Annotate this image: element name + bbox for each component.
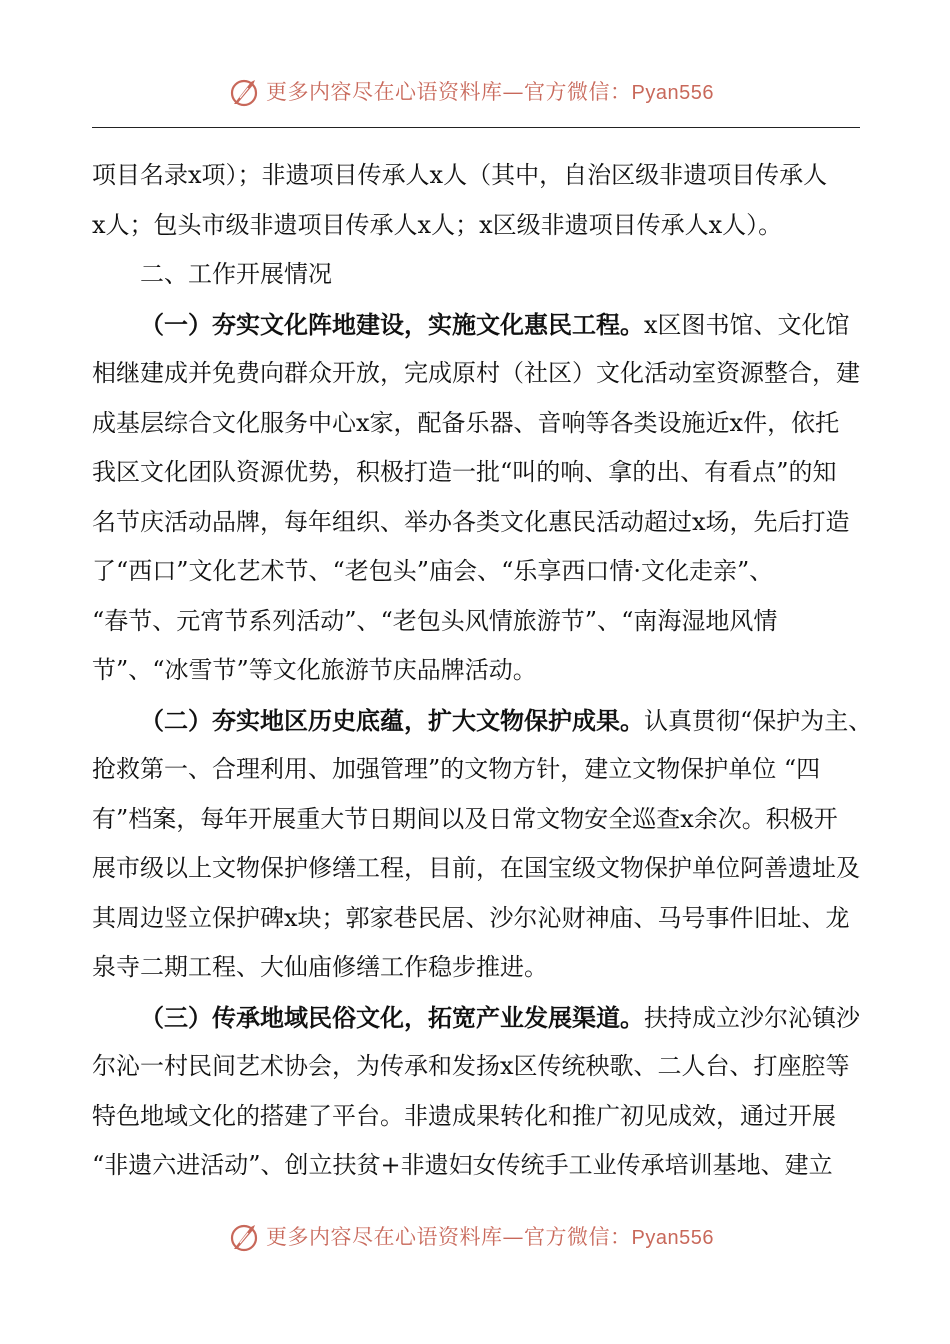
footer-banner-text bbox=[266, 1223, 714, 1252]
body-line: 了“西口”文化艺术节、“老包头”庙会、“乐享西口情·文化走亲”、 bbox=[92, 557, 774, 585]
header-divider bbox=[92, 127, 860, 128]
header-banner-text bbox=[266, 78, 714, 107]
body-line: 泉寺二期工程、大仙庙修缮工作稳步推进。 bbox=[92, 953, 548, 981]
header-watermark-banner bbox=[0, 70, 950, 114]
body-line: 特色地域文化的搭建了平台。非遗成果转化和推广初见成效，通过开展 bbox=[92, 1101, 836, 1130]
body-line: 尔沁一村民间艺术协会，为传承和发扬x区传统秧歌、二人台、打座腔等 bbox=[92, 1052, 850, 1080]
body-line: 相继建成并免费向群众开放，完成原村（社区）文化活动室资源整合，建 bbox=[92, 359, 860, 387]
header-banner-label: 更多内容尽在心语资料库—官方微信： bbox=[266, 80, 632, 104]
body-line: 其周边竖立保护碑x块；郭家巷民居、沙尔沁财神庙、马号事件旧址、龙 bbox=[92, 903, 850, 932]
header-banner-handle: Pyan556 bbox=[631, 82, 714, 104]
body-line: “非遗六进活动”、创立扶贫+非遗妇女传统手工业传承培训基地、建立 bbox=[92, 1151, 833, 1179]
body-line: 成基层综合文化服务中心x家，配备乐器、音响等各类设施近x件，依托 bbox=[92, 408, 840, 437]
feather-pen-logo-icon bbox=[226, 74, 262, 110]
body-line: 名节庆活动品牌，每年组织、举办各类文化惠民活动超过x场，先后打造 bbox=[92, 507, 850, 536]
body-line: 项目名录x项）；非遗项目传承人x人（其中，自治区级非遗项目传承人 bbox=[92, 161, 828, 189]
subsection-1-text: x区图书馆、文化馆 bbox=[644, 310, 850, 339]
subsection-3-text: 扶持成立沙尔沁镇沙 bbox=[644, 1003, 860, 1032]
body-line: 展市级以上文物保护修缮工程，目前，在国宝级文物保护单位阿善遗址及 bbox=[92, 854, 860, 882]
body-line: 节”、“冰雪节”等文化旅游节庆品牌活动。 bbox=[92, 656, 537, 684]
subsection-3-heading: （三）传承地域民俗文化，拓宽产业发展渠道。 bbox=[140, 1002, 644, 1032]
body-line: 有”档案，每年开展重大节日期间以及日常文物安全巡查x余次。积极开 bbox=[92, 804, 838, 833]
subsection-2-line bbox=[92, 696, 873, 746]
body-line: 我区文化团队资源优势，积极打造一批“叫的响、拿的出、有看点”的知 bbox=[92, 458, 837, 486]
subsection-1-line bbox=[92, 300, 868, 350]
body-line: “春节、元宵节系列活动”、“老包头风情旅游节”、“南海湿地风情 bbox=[92, 606, 778, 635]
subsection-1-heading: （一）夯实文化阵地建设，实施文化惠民工程。 bbox=[140, 309, 644, 339]
footer-banner-label: 更多内容尽在心语资料库—官方微信： bbox=[266, 1225, 632, 1249]
body-line: x人；包头市级非遗项目传承人x人；x区级非遗项目传承人x人）。 bbox=[92, 210, 783, 239]
body-line: 抢救第一、合理利用、加强管理”的文物方针，建立文物保护单位 “四 bbox=[92, 755, 821, 783]
subsection-3-line bbox=[92, 993, 868, 1043]
feather-pen-logo-icon bbox=[226, 1219, 262, 1255]
subsection-2-text: 认真贯彻“保护为主、 bbox=[644, 706, 873, 735]
footer-watermark-banner bbox=[0, 1215, 950, 1259]
section-heading-2: 二、工作开展情况 bbox=[140, 260, 332, 288]
subsection-2-heading: （二）夯实地区历史底蕴，扩大文物保护成果。 bbox=[140, 705, 644, 735]
footer-banner-handle: Pyan556 bbox=[631, 1227, 714, 1249]
document-body bbox=[92, 151, 873, 1191]
